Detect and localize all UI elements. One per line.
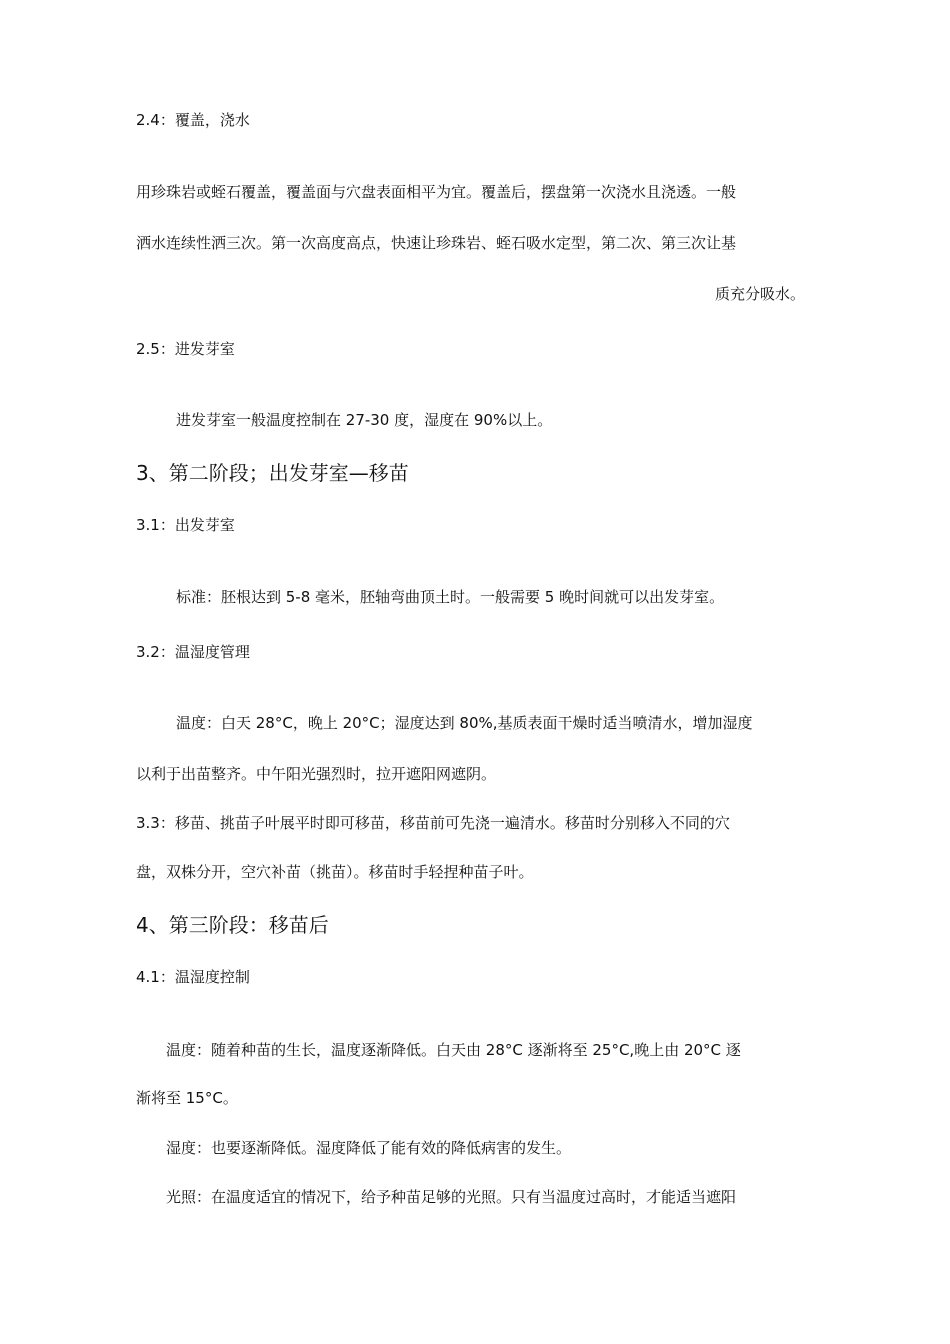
paragraph-line: 温度：白天 28°C，晚上 20°C；湿度达到 80%,基质表面干燥时适当喷清水，增加湿度 [176,714,753,732]
paragraph-line: 进发芽室一般温度控制在 27-30 度，湿度在 90%以上。 [176,411,553,429]
paragraph-line: 盘，双株分开，空穴补苗（挑苗）。移苗时手轻捏种苗子叶。 [136,863,534,881]
heading-stage-3: 4、第三阶段：移苗后 [136,913,329,937]
paragraph-line: 3.3：移苗、挑苗子叶展平时即可移苗，移苗前可先浇一遍清水。移苗时分别移入不同的穴 [136,814,730,832]
paragraph-line: 质充分吸水。 [714,285,805,303]
paragraph-line: 光照：在温度适宜的情况下，给予种苗足够的光照。只有当温度过高时，才能适当遮阳 [166,1188,737,1206]
section-4-1-title: 4.1：温湿度控制 [136,968,250,986]
section-2-4-title: 2.4：覆盖，浇水 [136,111,250,129]
paragraph-line: 渐将至 15°C。 [136,1089,238,1107]
paragraph-line: 以利于出苗整齐。中午阳光强烈时，拉开遮阳网遮阴。 [136,765,497,783]
section-2-5-title: 2.5：进发芽室 [136,340,235,358]
paragraph-line: 用珍珠岩或蛭石覆盖，覆盖面与穴盘表面相平为宜。覆盖后，摆盘第一次浇水且浇透。一般 [136,183,737,201]
paragraph-line: 标准：胚根达到 5-8 毫米，胚轴弯曲顶土时。一般需要 5 晚时间就可以出发芽室。 [176,588,725,606]
section-3-1-title: 3.1：出发芽室 [136,516,235,534]
paragraph-line: 湿度：也要逐渐降低。湿度降低了能有效的降低病害的发生。 [166,1139,572,1157]
heading-stage-2: 3、第二阶段；出发芽室—移苗 [136,461,409,485]
paragraph-line: 洒水连续性洒三次。第一次高度高点，快速让珍珠岩、蛭石吸水定型，第二次、第三次让基 [136,234,737,252]
section-3-2-title: 3.2：温湿度管理 [136,643,250,661]
paragraph-line: 温度：随着种苗的生长，温度逐渐降低。白天由 28°C 逐渐将至 25°C,晚上由 20°C 逐 [166,1041,741,1059]
